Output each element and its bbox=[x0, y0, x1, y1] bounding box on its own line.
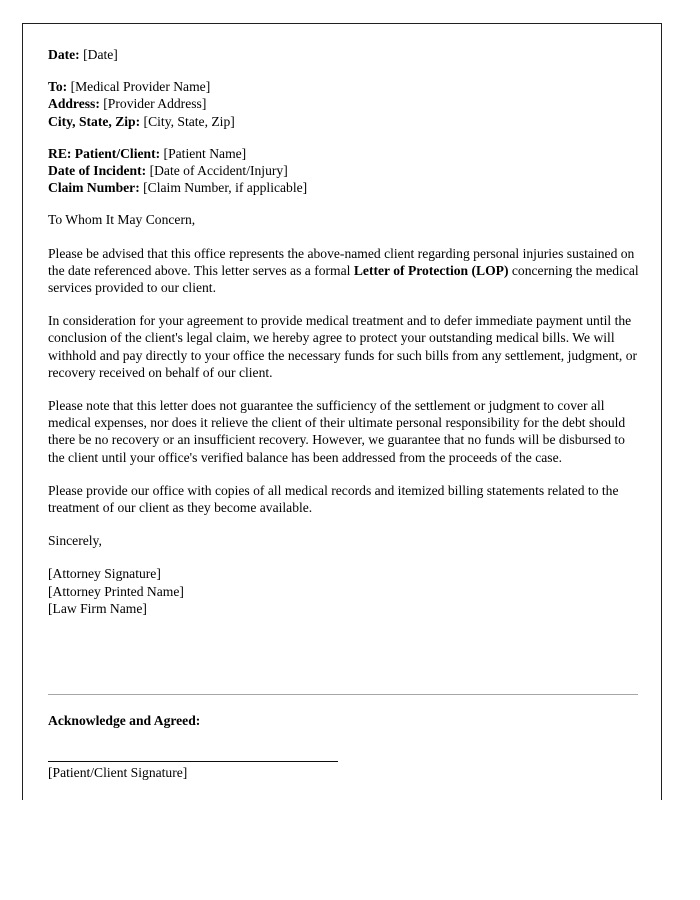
recipient-to-line bbox=[48, 78, 640, 95]
recipient-to-label: To: bbox=[48, 79, 68, 95]
attorney-signature-placeholder: [Attorney Signature] bbox=[48, 566, 161, 582]
reference-patient-line bbox=[48, 145, 640, 162]
recipient-address-value: [Provider Address] bbox=[103, 96, 207, 112]
reference-claim-number-line bbox=[48, 179, 640, 196]
reference-block bbox=[48, 145, 640, 197]
reference-incident-date-label: Date of Incident: bbox=[48, 163, 147, 179]
paragraph-no-guarantee: Please note that this letter does not guarantee the sufficiency of the settlement or judgment to cover all medical expenses, nor does it relieve the client of their ultimate personal responsibility for the debt should there be no recovery or an insufficient recovery. However, we guarantee that no funds will be disbursed to the client until your office's verified balance has been addressed from the proceeds of the case. bbox=[48, 398, 626, 465]
attorney-signature-block bbox=[48, 565, 640, 617]
paragraph-representation-run-1: Please be advised that this office represents the above-named client regarding personal injuries sustained on the date referenced above. This letter serves as a formal bbox=[48, 245, 635, 278]
recipient-address-line bbox=[48, 95, 640, 112]
date-line bbox=[48, 46, 640, 63]
attorney-printed-name-placeholder: [Attorney Printed Name] bbox=[48, 583, 184, 599]
salutation: To Whom It May Concern, bbox=[48, 212, 196, 228]
date-value: [Date] bbox=[83, 47, 118, 62]
date-label: Date: bbox=[48, 47, 80, 62]
reference-incident-date-line bbox=[48, 162, 640, 179]
paragraph-records-request: Please provide our office with copies of all medical records and itemized billing statements related to the treatment of our client as they become available. bbox=[48, 482, 619, 516]
reference-patient-value: [Patient Name] bbox=[163, 145, 247, 161]
reference-claim-number-label: Claim Number: bbox=[48, 180, 140, 196]
law-firm-name-placeholder: [Law Firm Name] bbox=[48, 600, 147, 616]
paragraph-consideration: In consideration for your agreement to provide medical treatment and to defer immediate payment until the conclusion of the client's legal claim, we hereby agree to protect your outstanding medical bills. We will withhold and pay directly to your office the necessary funds for such bills from any settlement, judgment, or recovery received on behalf of our client. bbox=[48, 313, 638, 380]
section-divider bbox=[48, 694, 638, 695]
reference-incident-date-value: [Date of Accident/Injury] bbox=[149, 163, 288, 179]
client-signature-line bbox=[48, 761, 338, 762]
reference-patient-label: RE: Patient/Client: bbox=[48, 145, 161, 161]
letter-of-protection-emphasis: Letter of Protection (LOP) bbox=[353, 262, 509, 278]
client-signature-caption: [Patient/Client Signature] bbox=[48, 765, 188, 780]
sign-off: Sincerely, bbox=[48, 533, 102, 549]
recipient-city-state-zip-line bbox=[48, 113, 640, 130]
paragraph-representation-run-3: concerning the medical services provided to our client. bbox=[48, 262, 639, 296]
date-block bbox=[48, 46, 640, 63]
paragraph-representation bbox=[48, 245, 640, 297]
recipient-city-state-zip-value: [City, State, Zip] bbox=[143, 113, 235, 129]
recipient-block bbox=[48, 78, 640, 130]
recipient-to-value: [Medical Provider Name] bbox=[70, 79, 211, 95]
letter-content bbox=[48, 46, 640, 617]
acknowledgment-heading: Acknowledge and Agreed: bbox=[48, 713, 201, 728]
recipient-city-state-zip-label: City, State, Zip: bbox=[48, 113, 141, 129]
recipient-address-label: Address: bbox=[48, 96, 100, 112]
reference-claim-number-value: [Claim Number, if applicable] bbox=[143, 180, 308, 196]
